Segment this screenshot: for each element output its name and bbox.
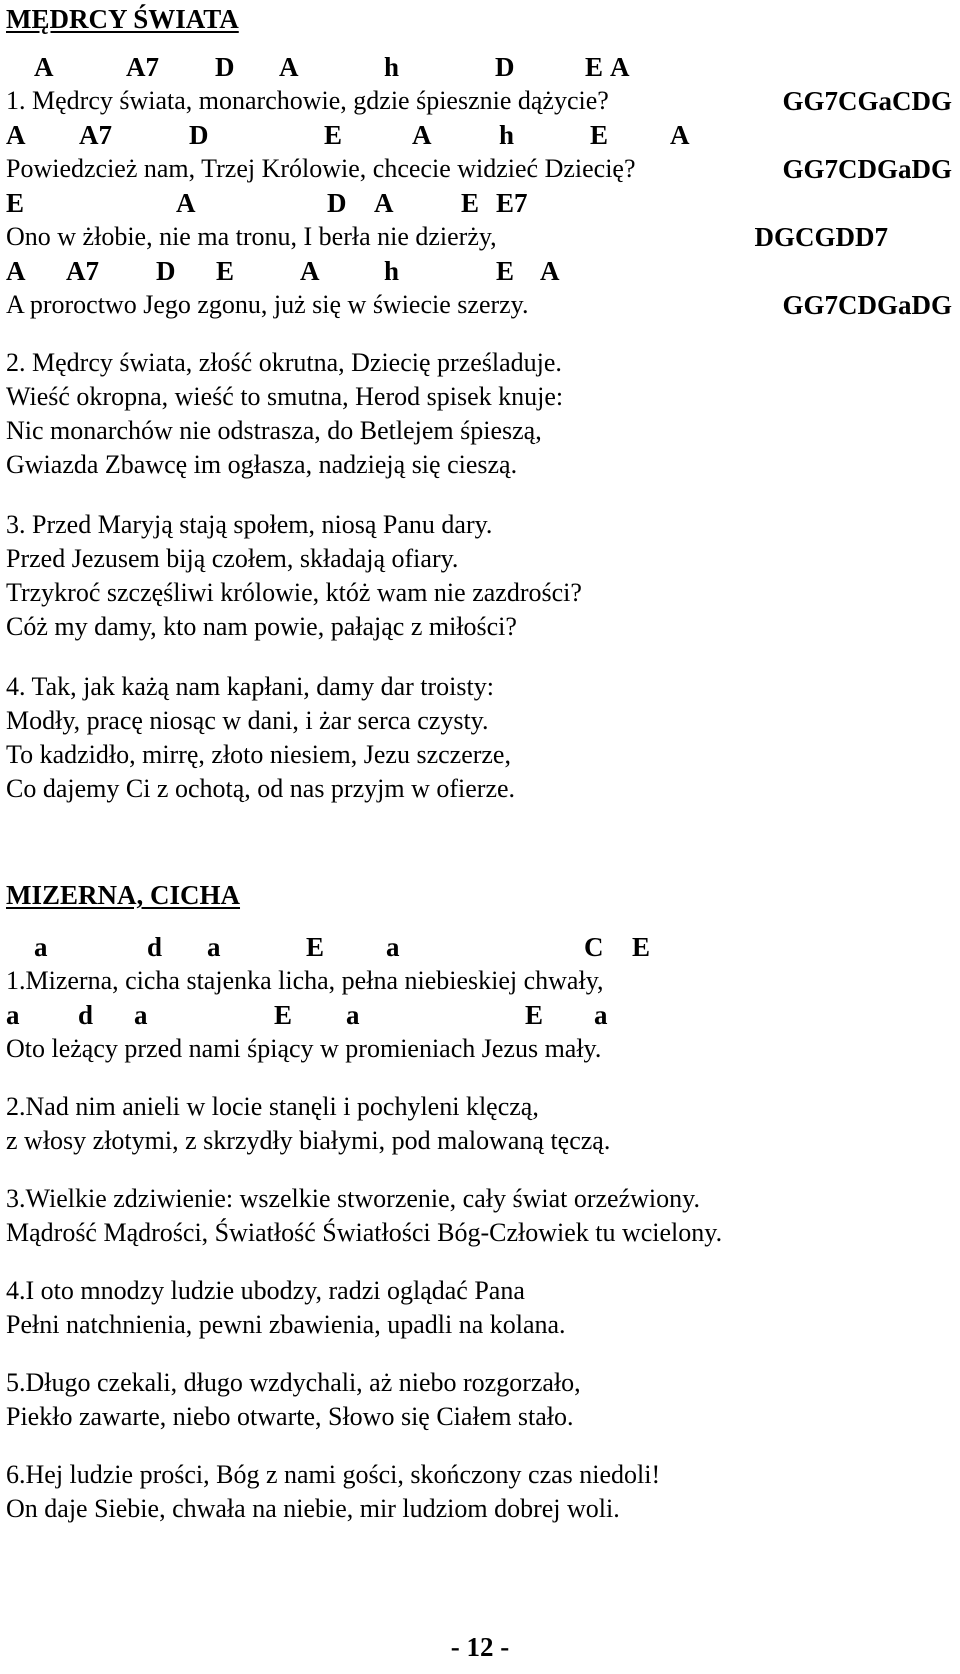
chord: d bbox=[147, 932, 163, 962]
lyric-line: z włosy złotymi, z skrzydły białymi, pod malowaną tęczą. bbox=[6, 1126, 611, 1155]
chord: a bbox=[346, 1000, 360, 1030]
chord: h bbox=[384, 256, 400, 286]
chord: A bbox=[279, 52, 299, 82]
chord: D bbox=[327, 188, 347, 218]
chord: E bbox=[306, 932, 325, 962]
chord: A bbox=[6, 256, 26, 286]
lyric-line: 3.Wielkie zdziwienie: wszelkie stworzenie, cały świat orzeźwiony. bbox=[6, 1184, 700, 1213]
side-chord: GG7CDGaDG bbox=[782, 290, 952, 320]
lyric-line: Ono w żłobie, nie ma tronu, I berła nie dzierży, bbox=[6, 222, 497, 251]
chord: E bbox=[6, 188, 25, 218]
chord: A bbox=[34, 52, 54, 82]
lyric-line: Cóż my damy, kto nam powie, pałając z miłości? bbox=[6, 612, 517, 641]
chord-line bbox=[6, 256, 560, 290]
chord-line bbox=[6, 1000, 608, 1034]
lyric-line: Modły, pracę niosąc w dani, i żar serca czysty. bbox=[6, 706, 489, 735]
lyric-line: On daje Siebie, chwała na niebie, mir ludziom dobrej woli. bbox=[6, 1494, 620, 1523]
chord: E bbox=[461, 188, 480, 218]
chord: E bbox=[585, 52, 604, 82]
chord: A7 bbox=[79, 120, 112, 150]
lyric-line: Trzykroć szczęśliwi królowie, któż wam nie zazdrości? bbox=[6, 578, 582, 607]
chord-line bbox=[6, 120, 690, 154]
chord: E bbox=[525, 1000, 544, 1030]
lyric-line: Piekło zawarte, niebo otwarte, Słowo się Ciałem stało. bbox=[6, 1402, 574, 1431]
chord: E bbox=[274, 1000, 293, 1030]
chord: a bbox=[207, 932, 221, 962]
chord: E bbox=[216, 256, 235, 286]
lyric-line: Gwiazda Zbawcę im ogłasza, nadzieją się cieszą. bbox=[6, 450, 518, 479]
lyric-line: Pełni natchnienia, pewni zbawienia, upadli na kolana. bbox=[6, 1310, 566, 1339]
chord: A7 bbox=[126, 52, 159, 82]
chord: a bbox=[6, 1000, 20, 1030]
chord: C bbox=[584, 932, 604, 962]
chord: h bbox=[499, 120, 515, 150]
lyric-line: 2.Nad nim anieli w locie stanęli i pochyleni klęczą, bbox=[6, 1092, 539, 1121]
chord: E bbox=[590, 120, 609, 150]
lyric-line: Przed Jezusem biją czołem, składają ofiary. bbox=[6, 544, 459, 573]
page-number: - 12 - bbox=[450, 1632, 510, 1662]
lyric-line: 5.Długo czekali, długo wzdychali, aż niebo rozgorzało, bbox=[6, 1368, 581, 1397]
chord: A bbox=[374, 188, 394, 218]
chord: a bbox=[34, 932, 48, 962]
chord: D bbox=[215, 52, 235, 82]
chord: A bbox=[412, 120, 432, 150]
chord: a bbox=[386, 932, 400, 962]
song-title: MĘDRCY ŚWIATA bbox=[6, 4, 239, 34]
lyric-line: 4.I oto mnodzy ludzie ubodzy, radzi oglądać Pana bbox=[6, 1276, 525, 1305]
lyric-line: Nic monarchów nie odstrasza, do Betlejem śpieszą, bbox=[6, 416, 542, 445]
chord: A bbox=[610, 52, 630, 82]
lyric-line: Powiedzcież nam, Trzej Królowie, chcecie widzieć Dziecię? bbox=[6, 154, 636, 183]
chord: D bbox=[156, 256, 176, 286]
lyric-line: Wieść okropna, wieść to smutna, Herod spisek knuje: bbox=[6, 382, 564, 411]
chord: A bbox=[540, 256, 560, 286]
lyric-line: Oto leżący przed nami śpiący w promieniach Jezus mały. bbox=[6, 1034, 602, 1063]
chord: D bbox=[495, 52, 515, 82]
side-chord: GG7CGaCDG bbox=[782, 86, 952, 116]
chord: E bbox=[632, 932, 651, 962]
chord: h bbox=[384, 52, 400, 82]
chord: E bbox=[496, 256, 515, 286]
chord: A bbox=[6, 120, 26, 150]
lyric-line: 1. Mędrcy świata, monarchowie, gdzie śpiesznie dążycie? bbox=[6, 86, 609, 115]
chord: A7 bbox=[66, 256, 99, 286]
song-title: MIZERNA, CICHA bbox=[6, 880, 241, 910]
side-chord: DGCGDD7 bbox=[754, 222, 888, 252]
chord: A bbox=[300, 256, 320, 286]
lyric-line: Mądrość Mądrości, Światłość Światłości Bóg-Człowiek tu wcielony. bbox=[6, 1218, 723, 1247]
lyric-line: 3. Przed Maryją stają społem, niosą Panu dary. bbox=[6, 510, 493, 539]
chord: A bbox=[176, 188, 196, 218]
lyric-line: To kadzidło, mirrę, złoto niesiem, Jezu szczerze, bbox=[6, 740, 511, 769]
chord: a bbox=[134, 1000, 148, 1030]
chord: E bbox=[324, 120, 343, 150]
chord: D bbox=[189, 120, 209, 150]
chord: A bbox=[670, 120, 690, 150]
lyric-line: 6.Hej ludzie prości, Bóg z nami gości, skończony czas niedoli! bbox=[6, 1460, 661, 1489]
chord-line bbox=[6, 188, 528, 222]
chord-line bbox=[6, 52, 630, 86]
lyric-line: A proroctwo Jego zgonu, już się w świecie szerzy. bbox=[6, 290, 529, 319]
chord-line bbox=[6, 932, 651, 966]
chord: E7 bbox=[496, 188, 528, 218]
lyric-line: 1.Mizerna, cicha stajenka licha, pełna niebieskiej chwały, bbox=[6, 966, 604, 995]
side-chord: GG7CDGaDG bbox=[782, 154, 952, 184]
chord: a bbox=[594, 1000, 608, 1030]
chord: d bbox=[78, 1000, 94, 1030]
lyric-line: 2. Mędrcy świata, złość okrutna, Dziecię prześladuje. bbox=[6, 348, 562, 377]
lyric-line: Co dajemy Ci z ochotą, od nas przyjm w ofierze. bbox=[6, 774, 516, 803]
lyric-line: 4. Tak, jak każą nam kapłani, damy dar troisty: bbox=[6, 672, 494, 701]
